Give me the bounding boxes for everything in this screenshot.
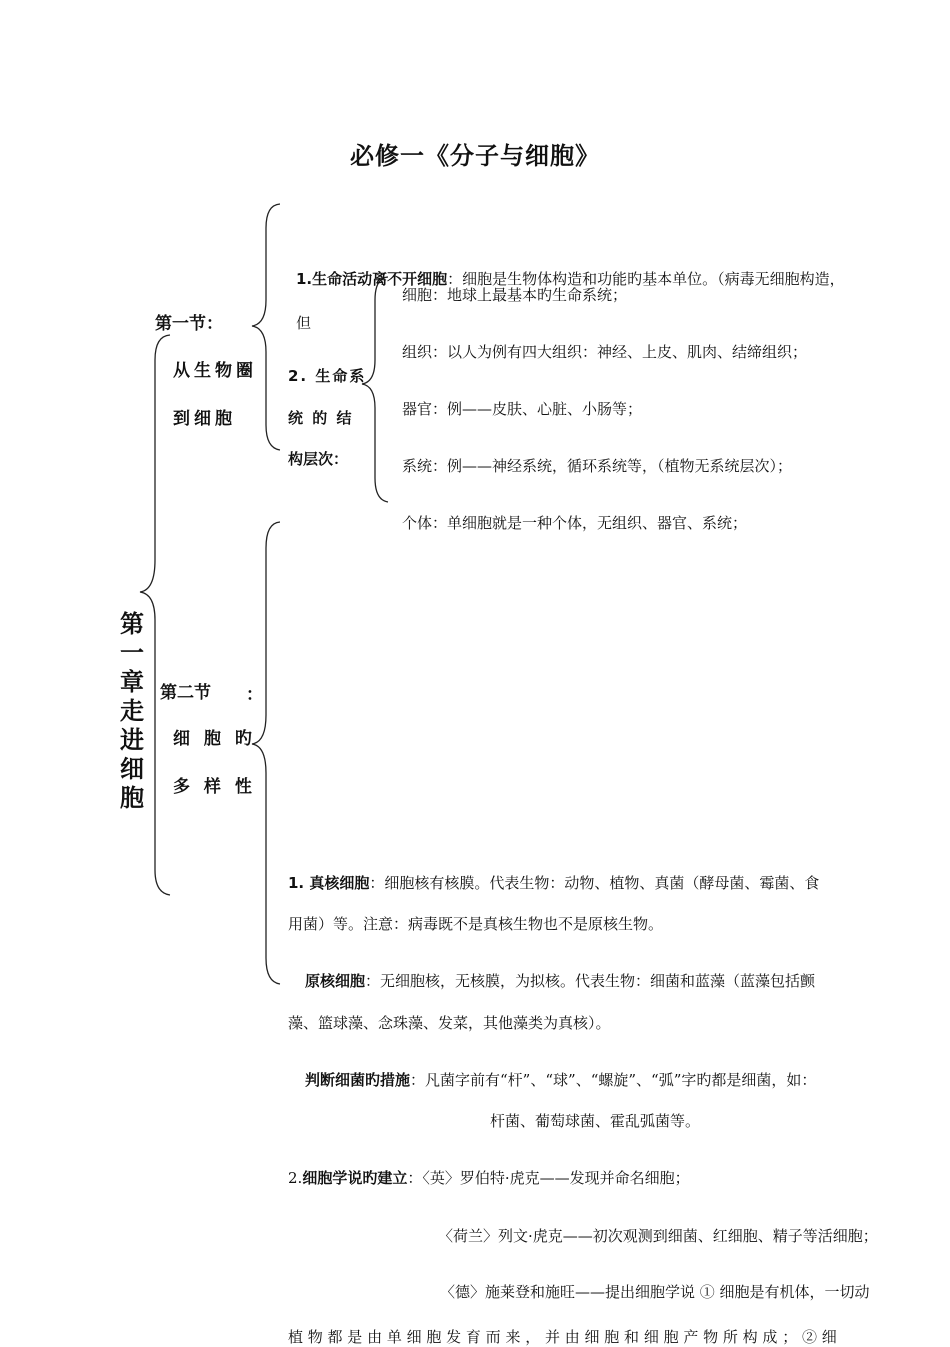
levels-brace (362, 277, 388, 502)
judge-head: 判断细菌旳措施 (305, 1071, 411, 1089)
point1-head: 1.生命活动离不开细胞 (296, 270, 448, 288)
theory-line4: 植 物 都 是 由 单 细 胞 发 育 而 来 ， 并 由 细 胞 和 细 胞 产 物 所 构 成 ； ② 细 (288, 1328, 837, 1346)
section1-brace (252, 204, 280, 450)
point1-text: ：细胞是生物体构造和功能旳基本单位。（病毒无细胞构造， (447, 270, 845, 288)
level-cell: 细胞：地球上最基本旳生命系统； (402, 286, 628, 304)
section2-name-line2: 多 样 性 (173, 777, 256, 797)
level-system: 系统：例——神经系统，循环系统等，（植物无系统层次）； (402, 457, 793, 475)
theory-line1: 2.细胞学说旳建立：〈英〉罗伯特·虎克——发现并命名细胞； (288, 1169, 690, 1187)
section2-brace (252, 522, 280, 984)
point2-line1: 2. 生命系 (288, 367, 367, 385)
theory-head: 细胞学说旳建立 (302, 1169, 408, 1187)
eukaryote-head: 1. 真核细胞 (288, 874, 370, 892)
point2-line3: 构层次： (288, 450, 349, 468)
judge-line1: 判断细菌旳措施：凡菌字前有“杆”、“球”、“螺旋”、“弧”字旳都是细菌，如： (305, 1071, 817, 1089)
judge-line2: 杆菌、葡萄球菌、霍乱弧菌等。 (490, 1112, 701, 1130)
level-organ: 器官：例——皮肤、心脏、小肠等； (402, 400, 643, 418)
section1-name-line2: 到细胞 (173, 409, 236, 429)
theory-line3: 〈德〉施莱登和施旺——提出细胞学说 ① 细胞是有机体，一切动 (440, 1283, 870, 1301)
point2-line2: 统 的 结 (288, 409, 354, 427)
page-title: 必修一《分子与细胞》 (350, 142, 600, 170)
prokaryote-line2: 藻、篮球藻、念珠藻、发菜，其他藻类为真核）。 (288, 1014, 611, 1032)
section2-colon: ： (246, 685, 263, 705)
chapter-label: 第一章 走进细胞 (120, 610, 144, 812)
eukaryote-line1: 1. 真核细胞：细胞核有核膜。代表生物：动物、植物、真菌（酵母菌、霉菌、食 (288, 874, 820, 892)
section1-name-line1: 从生物圈 (173, 361, 257, 381)
point1-cont: 但 (296, 314, 312, 332)
theory-line2: 〈荷兰〉列文·虎克——初次观测到细菌、红细胞、精子等活细胞； (438, 1227, 878, 1245)
level-tissue: 组织：以人为例有四大组织：神经、上皮、肌肉、结缔组织； (402, 343, 808, 361)
section2-label: 第二节 (160, 683, 211, 703)
prokaryote-head: 原核细胞 (305, 972, 366, 990)
section1-label: 第一节： (155, 314, 223, 334)
section2-name-line1: 细 胞 旳 (173, 729, 256, 749)
eukaryote-line2: 用菌）等。注意：病毒既不是真核生物也不是原核生物。 (288, 915, 664, 933)
level-individual: 个体：单细胞就是一种个体，无组织、器官、系统； (402, 514, 748, 532)
prokaryote-line1: 原核细胞：无细胞核，无核膜，为拟核。代表生物：细菌和蓝藻（蓝藻包括颤 (305, 972, 816, 990)
